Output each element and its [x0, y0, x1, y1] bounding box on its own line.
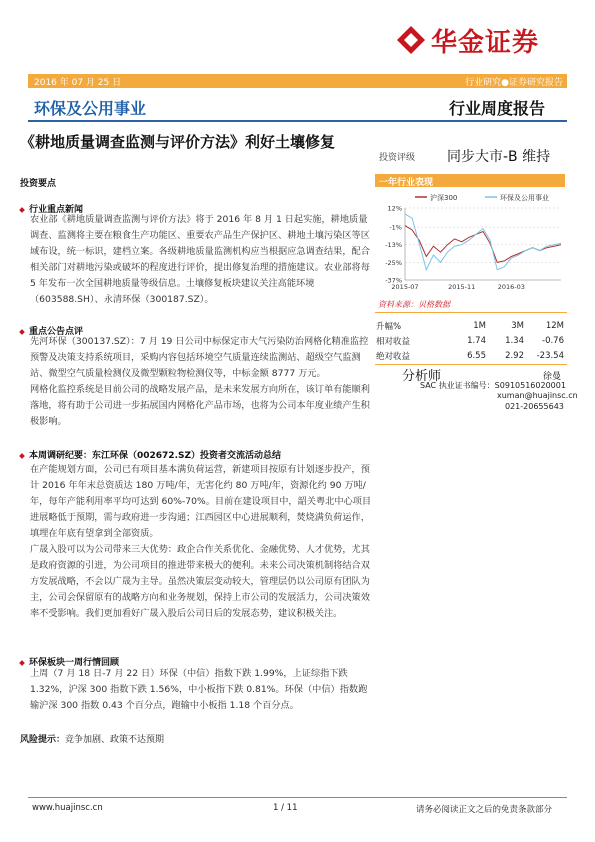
section-heading: 环保板块一周行情回顾: [20, 655, 119, 668]
section-paragraph: 网格化监控系统是目前公司的战略发展产品，是未来发展方向所在，该订单有能顺利落地，将有助于公司进一步拓展国内网格化产品市场，也将为公司本年度业绩产生积极影响。: [30, 384, 370, 427]
analyst-label: 分析师: [402, 369, 442, 384]
table-cell: 1M: [473, 320, 486, 331]
x-tick-label: 2015-07: [391, 283, 419, 291]
logo-mark-icon: [395, 24, 427, 56]
table-cell: 升幅%: [376, 321, 402, 332]
bullet-icon: [19, 660, 25, 666]
source-divider: [375, 312, 567, 313]
table-cell: 1.34: [505, 335, 524, 346]
performance-table: [376, 318, 564, 363]
rating-value: 同步大市-B 维持: [447, 149, 551, 165]
chart-source: 资料来源：贝格数据: [378, 300, 450, 309]
section-heading: 本周调研纪要：东江环保（002672.SZ）投资者交流活动总结: [20, 448, 281, 461]
legend-label: 环保及公用事业: [500, 194, 549, 202]
section-heading: 行业重点新闻: [20, 202, 83, 215]
risk-warning: 风险提示：竞争加剧、政策不达预期: [20, 735, 165, 745]
table-row: [376, 333, 564, 348]
y-tick-label: -1%: [389, 223, 402, 232]
y-tick-label: -37%: [385, 276, 402, 285]
footer-disclaimer: 请务必阅读正文之后的免责条款部分: [416, 805, 553, 815]
sector-name: 环保及公用事业: [34, 99, 147, 118]
analyst-cert: SAC 执业证书编号：S0910516020001: [420, 381, 566, 390]
series-line: [405, 226, 561, 263]
bullet-icon: [19, 207, 25, 213]
invest-points-heading: 投资要点: [20, 179, 57, 189]
page-number: 1 / 11: [273, 803, 298, 813]
section-heading: 重点公告点评: [20, 324, 83, 337]
brand-logo: [395, 22, 570, 58]
report-date: 2016 年 07 月 25 日: [34, 78, 122, 88]
series-line: [405, 214, 561, 270]
table-cell: 相对收益: [376, 336, 411, 347]
section-paragraph: 在产能规划方面，公司已有项目基本满负荷运营，新建项目按原有计划逐步投产，预计 2016 年年末总资质达 180 万吨/年，无害化约 80 万吨/年，资源化约 90 万吨/年，每年产能利用率平均可达到 60%-70%。目前在建设项目中，韶关粤北中心项目进展略低于预期，需与政府进一步沟通；江西园区中心进展顺利，焚烧满负荷运作，填埋在年底有望拿到全部资质。: [30, 464, 372, 539]
analyst-name: 徐曼: [543, 372, 562, 382]
y-tick-label: -13%: [385, 241, 402, 250]
report-kind: 行业周度报告: [449, 99, 546, 118]
section-paragraph: 上周（7 月 18 日-7 月 22 日）环保（中信）指数下跌 1.99%，上证综指下跌 1.32%，沪深 300 指数下跌 1.56%，中小板指下跌 0.81%。环保（中信）指数跑输沪深 300 指数 0.43 个百分点，跑输中小板指 1.18 个百分点。: [30, 668, 368, 711]
section-paragraph: 农业部《耕地质量调查监测与评价方法》将于 2016 年 8 月 1 日起实施，耕地质量调查、监测将主要在粮食生产功能区、重要农产品生产保护区、耕地土壤污染区等区域布设，统一标识，建档立案。各级耕地质量监测机构应当根据应急调查结果，配合相关部门对耕地污染或破坏的程度进行评价，提出修复治理的措施建议。农业部将每 5 年发布一次全国耕地质量等级信息。土壤修复板块建议关注高能环境（603588.SH）、永清环保（300187.SZ）。: [30, 214, 370, 305]
performance-heading: 一年行业表现: [375, 174, 565, 187]
table-header-row: [376, 318, 564, 333]
performance-chart: [375, 190, 567, 296]
table-cell: 绝对收益: [376, 351, 411, 362]
brand-name: 华金证券: [431, 27, 540, 58]
table-cell: 12M: [545, 320, 564, 331]
table-cell: 2.92: [505, 350, 524, 361]
section-paragraph: 先河环保（300137.SZ）：7 月 19 日公司中标保定市大气污染防治网格化精准监控预警及决策支持系统项目，采购内容包括环境空气质量连续监测站、超级空气监测站、微型空气质量检测仪及微型颗粒物检测仪等，中标金额 8777 万元。: [30, 336, 369, 379]
section-paragraph: 广晟入股可以为公司带来三大优势：政企合作关系优化、金融优势、人才优势，尤其是政府资源的引进，为公司项目的推进带来极大的便利。未来公司决策机制将结合双方发展战略，不会以广晟为主导。虽然决策层变动较大，管理层仍以公司原有团队为主，公司会保留原有的战略方向和业务规划，保持上市公司的发展活力，公司决策效率不受影响。我们更加看好广晟入股后公司日后的发展态势，建议积极关注。: [30, 544, 370, 619]
table-cell: 3M: [511, 320, 524, 331]
date-bar: [28, 74, 567, 88]
analyst-phone: 021-20655643: [505, 402, 564, 411]
header-divider: [28, 120, 567, 122]
y-tick-label: 12%: [387, 204, 402, 213]
table-cell: -0.76: [542, 335, 564, 346]
y-tick-label: -25%: [385, 258, 402, 267]
report-type: 行业研究●证券研究报告: [465, 78, 563, 88]
analyst-email[interactable]: xuman@huajinsc.cn: [497, 391, 578, 400]
report-title: 《耕地质量调查监测与评价方法》利好土壤修复: [20, 133, 336, 151]
footer-url[interactable]: www.huajinsc.cn: [32, 803, 103, 813]
table-cell: -23.54: [536, 350, 564, 361]
table-row: [376, 348, 564, 363]
table-cell: 1.74: [467, 335, 486, 346]
footer-divider: [28, 797, 567, 798]
legend-label: 沪深300: [430, 194, 458, 202]
table-cell: 6.55: [467, 350, 486, 361]
bullet-icon: [19, 453, 25, 459]
bullet-icon: [19, 329, 25, 335]
rating-label: 投资评级: [379, 153, 416, 163]
x-tick-label: 2015-11: [448, 283, 476, 291]
x-tick-label: 2016-03: [497, 283, 525, 291]
